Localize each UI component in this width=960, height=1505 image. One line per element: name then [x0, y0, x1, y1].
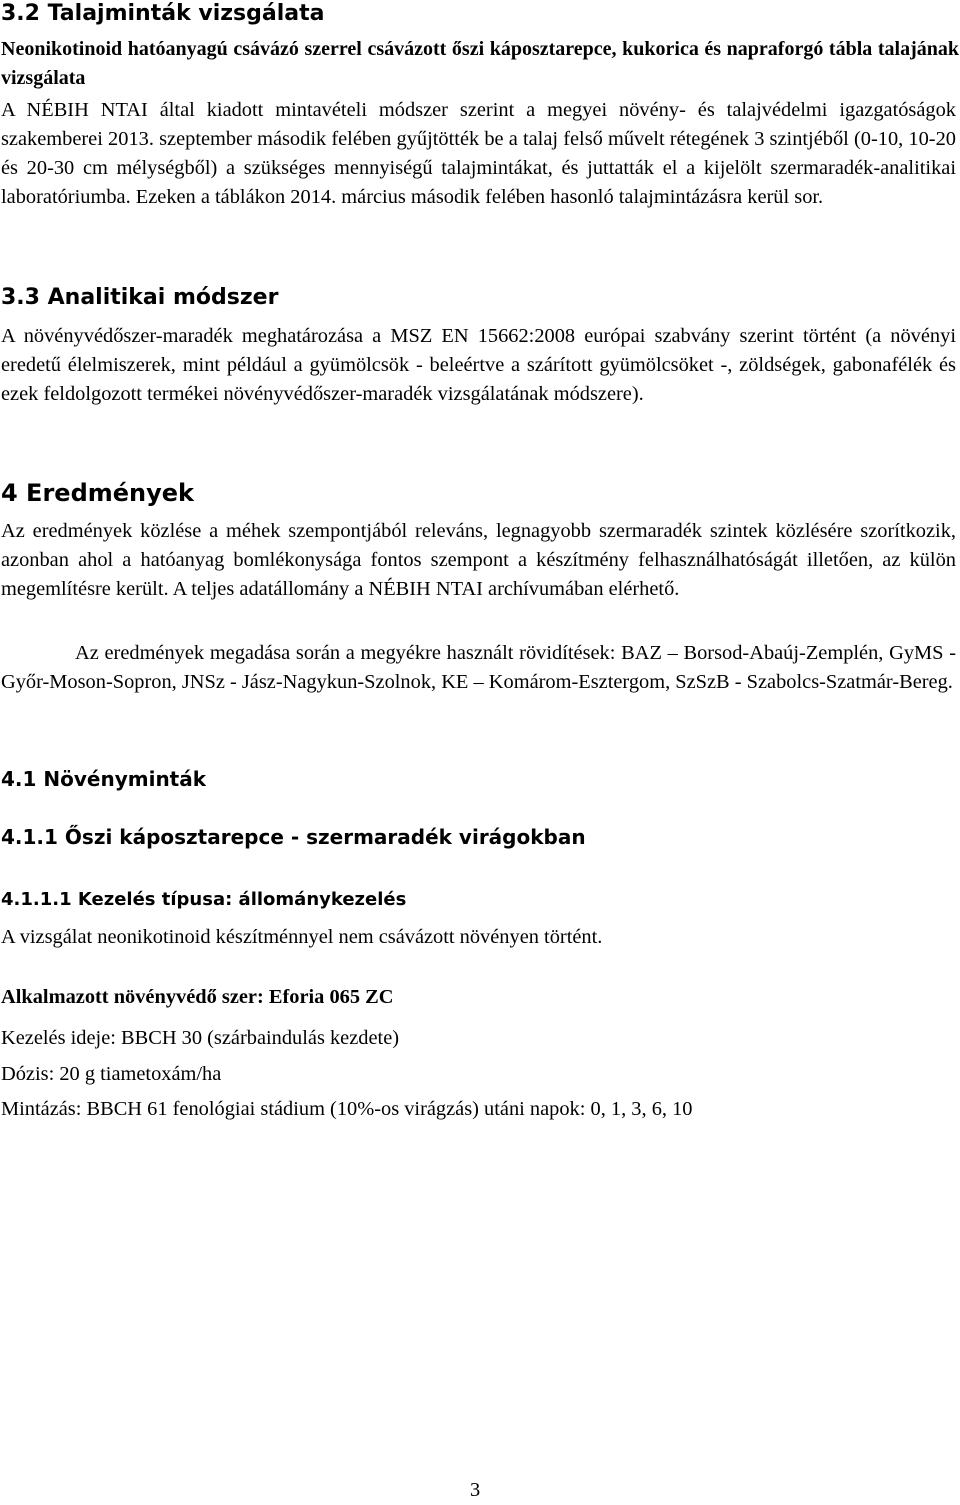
treatment-dose: Dózis: 20 g tiametoxám/ha [1, 1063, 222, 1085]
section-3-3-body: A növényvédőszer-maradék meghatározása a MSZ EN 15662:2008 európai szabvány szerint történt (a növényi eredetű élelmiszerek, mint például a gyümölcsök - beleértve a szárított gyümölcsöket -, zöldségek, gabonafélék és ezek feldolgozott termékei növényvédőszer-maradék vizsgálatának módszere). [1, 325, 956, 405]
treatment-time: Kezelés ideje: BBCH 30 (szárbaindulás kezdete) [1, 1027, 400, 1049]
section-3-2-subtitle: Neonikotinoid hatóanyagú csávázó szerrel csávázott őszi káposztarepce, kukorica és napraforgó tábla talajának vizsgálata [1, 38, 959, 89]
section-4-1-1-1-body: A vizsgálat neonikotinoid készítménnyel nem csávázott növényen történt. [1, 926, 603, 948]
section-4-1-1-heading: 4.1.1 Őszi káposztarepce - szermaradék virágokban [1, 825, 586, 849]
section-3-2-heading: 3.2 Talajminták vizsgálata [1, 1, 325, 26]
section-3-3-heading: 3.3 Analitikai módszer [1, 285, 279, 310]
section-4-body-1: Az eredmények közlése a méhek szempontjából releváns, legnagyobb szermaradék szintek közlésére szorítkozik, azonban ahol a hatóanyag bomlékonysága fontos szempont a készítmény felhasználhatóságát illetően, az külön megemlítésre került. A teljes adatállomány a NÉBIH NTAI archívumában elérhető. [1, 520, 956, 600]
page-number: 3 [470, 1479, 481, 1501]
section-4-body-2: Az eredmények megadása során a megyékre használt rövidítések: BAZ – Borsod-Abaúj-Zemplén, GyMS - Győr-Moson-Sopron, JNSz - Jász-Nagykun-Szolnok, KE – Komárom-Esztergom, SzSzB - Szabolcs-Szatmár-Bereg. [1, 642, 956, 693]
section-4-heading: 4 Eredmények [1, 479, 194, 507]
section-4-1-1-1-heading: 4.1.1.1 Kezelés típusa: állománykezelés [1, 889, 407, 910]
treatment-agent: Alkalmazott növényvédő szer: Eforia 065 ZC [1, 986, 394, 1008]
treatment-sampling: Mintázás: BBCH 61 fenológiai stádium (10%-os virágzás) utáni napok: 0, 1, 3, 6, 10 [1, 1098, 693, 1120]
section-4-1-heading: 4.1 Növényminták [1, 767, 207, 791]
section-3-2-body: A NÉBIH NTAI által kiadott mintavételi módszer szerint a megyei növény- és talajvédelmi igazgatóságok szakemberei 2013. szeptember második felében gyűjtötték be a talaj felső művelt rétegének 3 szintjéből (0-10, 10-20 és 20-30 cm mélységből) a szükséges mennyiségű talajmintákat, és juttatták el a kijelölt szermaradék-analitikai laboratóriumba. Ezeken a táblákon 2014. március második felében hasonló talajmintázásra kerül sor. [1, 99, 956, 208]
